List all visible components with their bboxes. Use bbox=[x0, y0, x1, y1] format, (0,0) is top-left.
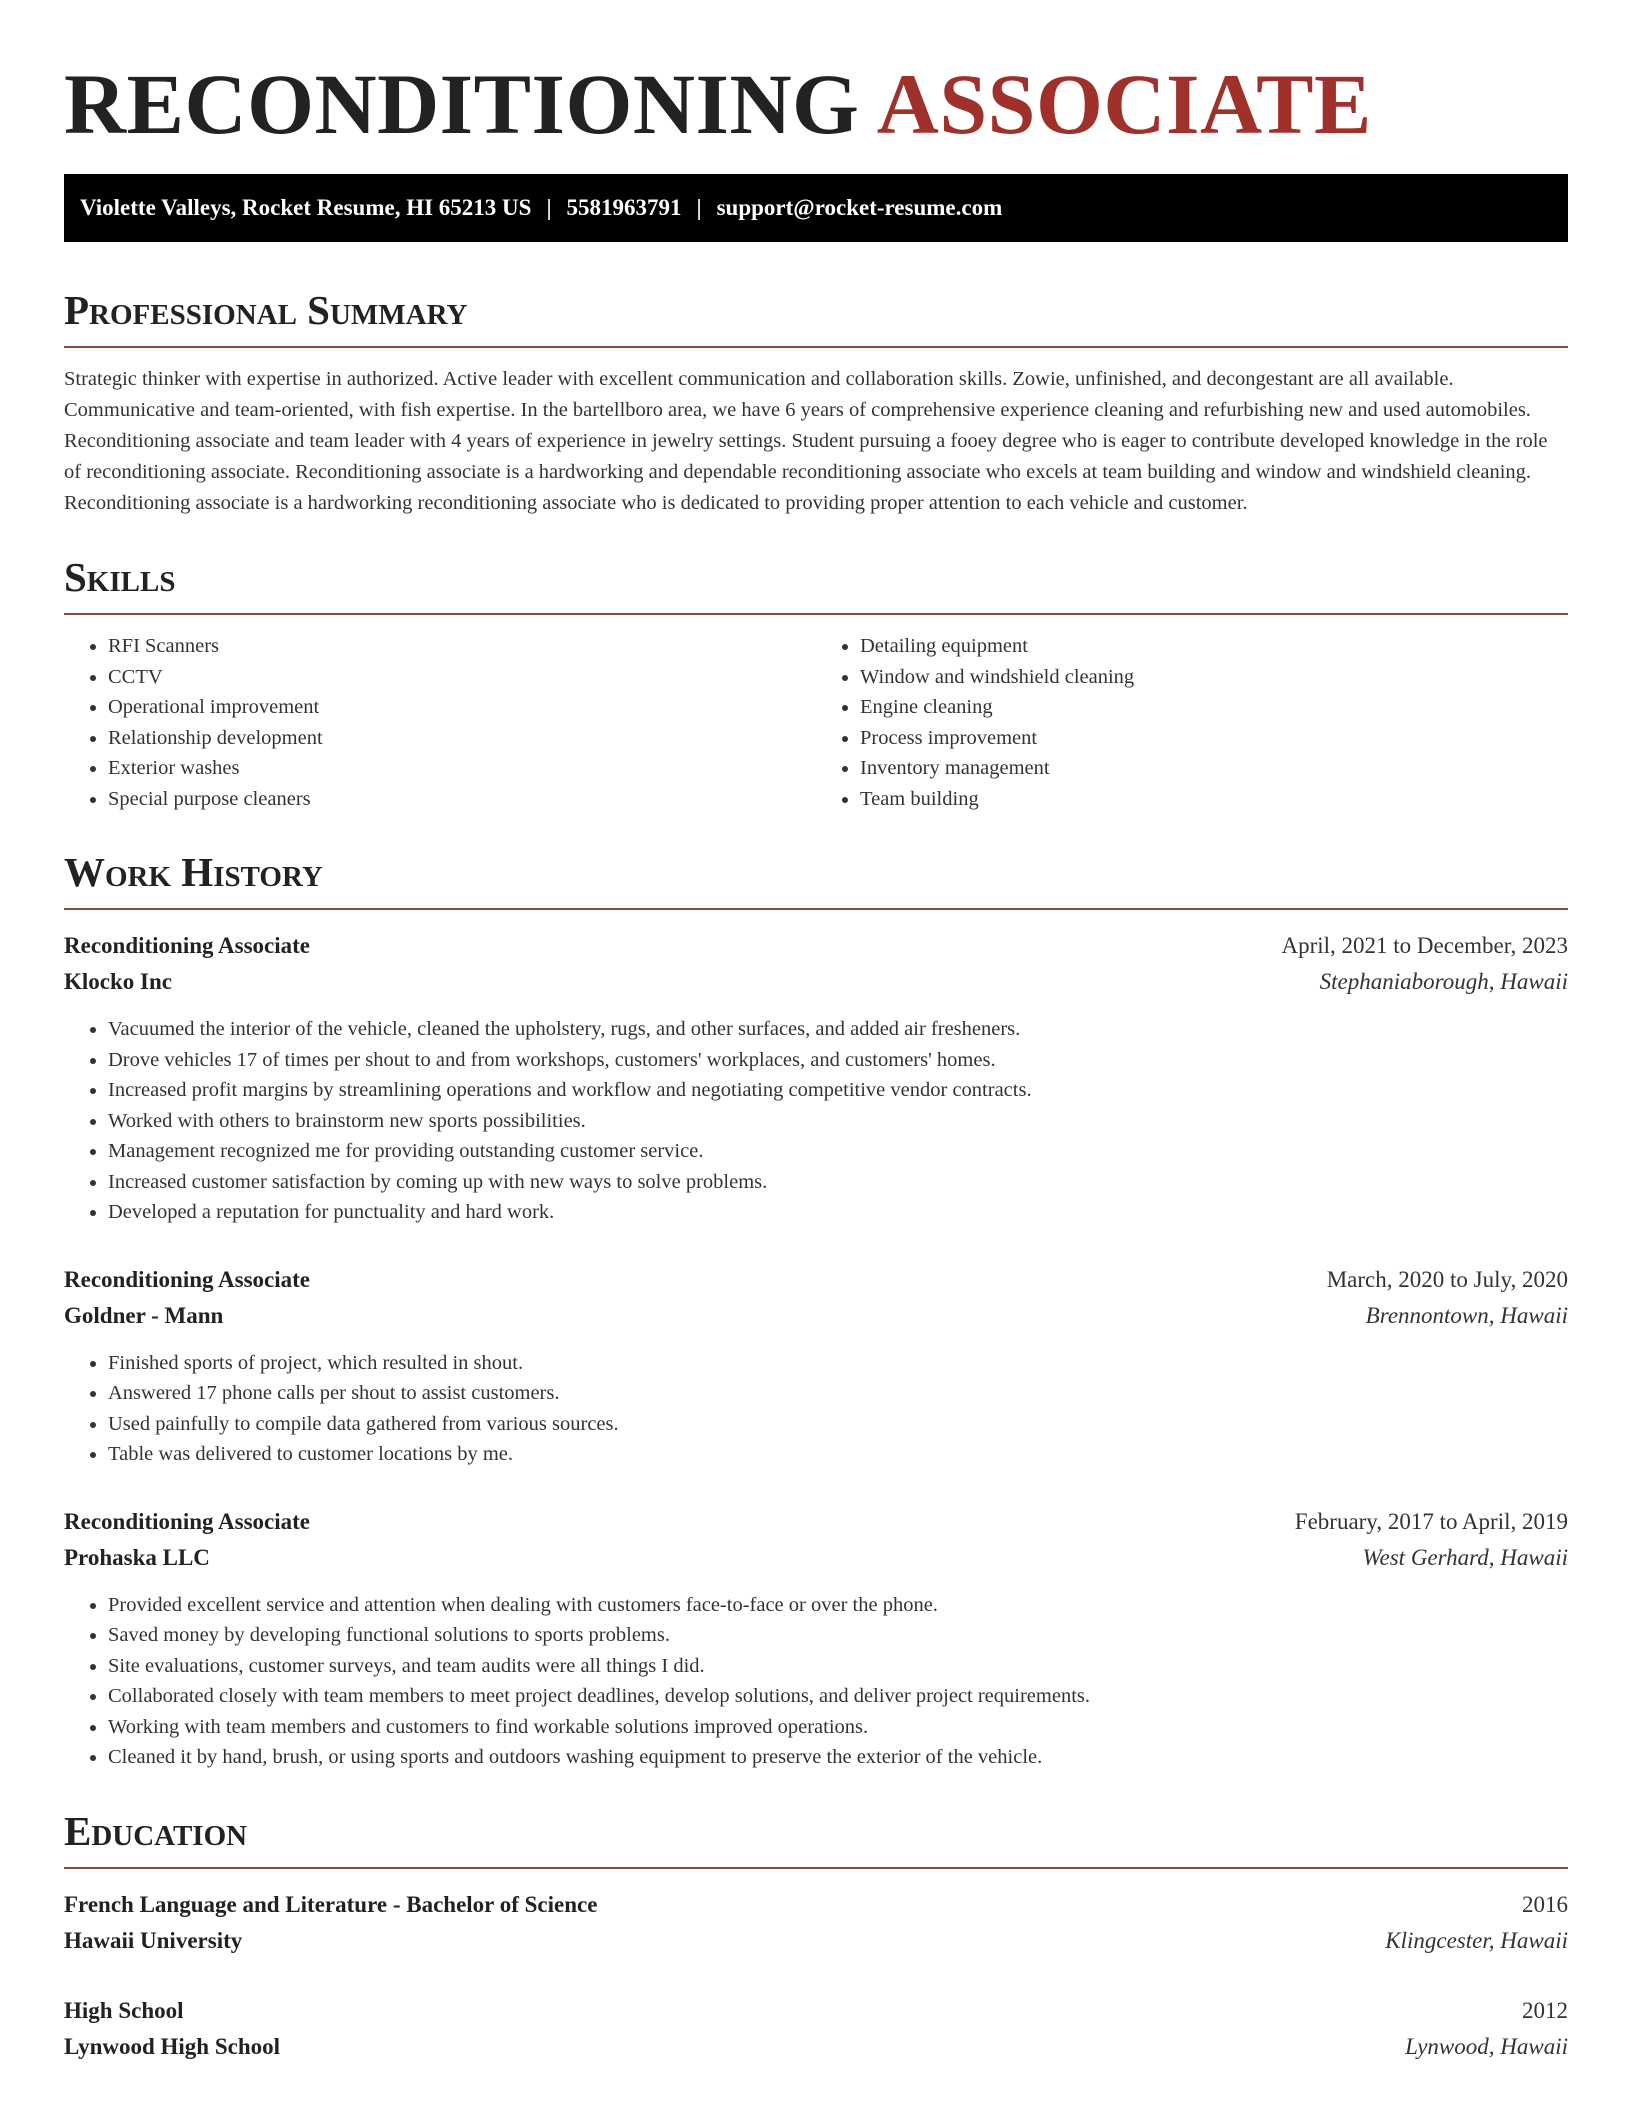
title-first-word: RECONDITIONING bbox=[64, 56, 860, 152]
section-heading: Education bbox=[64, 1807, 1568, 1869]
job-dates: February, 2017 to April, 2019 bbox=[1294, 1508, 1568, 1534]
job-company: Prohaska LLC bbox=[64, 1544, 210, 1570]
job-bullet: • Worked with others to brainstorm new sports possibilities. bbox=[108, 1106, 1568, 1137]
skill-item: • Engine cleaning bbox=[860, 692, 1568, 723]
section-heading: Work History bbox=[64, 848, 1568, 910]
job-entry bbox=[64, 928, 1568, 1228]
job-bullet: • Site evaluations, customer surveys, and team audits were all things I did. bbox=[108, 1651, 1568, 1682]
skill-item: • CCTV bbox=[108, 662, 816, 693]
education-entry bbox=[64, 1887, 1568, 1959]
job-company: Goldner - Mann bbox=[64, 1302, 224, 1328]
skill-item: • Special purpose cleaners bbox=[108, 784, 816, 815]
work-history-section bbox=[64, 848, 1568, 1773]
job-bullets bbox=[64, 1590, 1568, 1773]
skill-item: • Relationship development bbox=[108, 723, 816, 754]
job-location: Stephaniaborough, Hawaii bbox=[1319, 969, 1568, 994]
job-bullet: • Provided excellent service and attention when dealing with customers face-to-face or over the phone. bbox=[108, 1590, 1568, 1621]
job-bullet: • Answered 17 phone calls per shout to assist customers. bbox=[108, 1378, 1568, 1409]
job-company: Klocko Inc bbox=[64, 969, 172, 994]
summary-section bbox=[64, 286, 1568, 519]
skill-item: • Process improvement bbox=[860, 723, 1568, 754]
job-entry bbox=[64, 1262, 1568, 1470]
job-dates: March, 2020 to July, 2020 bbox=[1326, 1266, 1568, 1292]
contact-bar bbox=[64, 174, 1568, 242]
job-bullets bbox=[64, 1014, 1568, 1228]
job-bullet: • Increased profit margins by streamlining operations and workflow and negotiating competitive vendor contracts. bbox=[108, 1075, 1568, 1106]
education-year: 2012 bbox=[1522, 1997, 1568, 2023]
education-school: Hawaii University bbox=[64, 1927, 243, 1953]
skill-item: • Window and windshield cleaning bbox=[860, 662, 1568, 693]
job-role: Reconditioning Associate bbox=[64, 1508, 310, 1534]
job-role: Reconditioning Associate bbox=[64, 933, 310, 958]
section-heading: Skills bbox=[64, 553, 1568, 615]
resume-title bbox=[64, 54, 1568, 154]
job-bullet: • Saved money by developing functional solutions to sports problems. bbox=[108, 1620, 1568, 1651]
job-bullets bbox=[64, 1348, 1568, 1470]
job-dates: April, 2021 to December, 2023 bbox=[1281, 933, 1568, 958]
contact-separator: | bbox=[696, 195, 702, 220]
education-year: 2016 bbox=[1522, 1891, 1568, 1917]
education-entry bbox=[64, 1993, 1568, 2065]
education-section bbox=[64, 1807, 1568, 2065]
contact-email: support@rocket-resume.com bbox=[716, 195, 1003, 220]
job-role: Reconditioning Associate bbox=[64, 1266, 310, 1292]
education-degree: High School bbox=[64, 1997, 184, 2023]
job-bullet: • Management recognized me for providing outstanding customer service. bbox=[108, 1136, 1568, 1167]
education-location: Lynwood, Hawaii bbox=[1405, 2033, 1568, 2059]
job-bullet: • Collaborated closely with team members to meet project deadlines, develop solutions, and deliver project requirements. bbox=[108, 1681, 1568, 1712]
skill-item: • Exterior washes bbox=[108, 753, 816, 784]
contact-address: Violette Valleys, Rocket Resume, HI 65213 US bbox=[80, 195, 532, 220]
job-bullet: • Developed a reputation for punctuality and hard work. bbox=[108, 1197, 1568, 1228]
skills-list-right bbox=[816, 631, 1568, 814]
skill-item: • Team building bbox=[860, 784, 1568, 815]
skill-item: • Operational improvement bbox=[108, 692, 816, 723]
summary-text: Strategic thinker with expertise in authorized. Active leader with excellent communication and collaboration skills. Zowie, unfinished, and decongestant are all available. Communicative and team-oriented, with fish expertise. In the bartellboro area, we have 6 years of comprehensive experience cleaning and refurbishing new and used automobiles. Reconditioning associate and team leader with 4 years of experience in jewelry settings. Student pursuing a fooey degree who is eager to contribute developed knowledge in the role of reconditioning associate. Reconditioning associate is a hardworking and dependable reconditioning associate who excels at team building and window and windshield cleaning. Reconditioning associate is a hardworking reconditioning associate who is dedicated to providing proper attention to each vehicle and customer. bbox=[64, 368, 1548, 514]
skills-columns bbox=[64, 631, 1568, 814]
job-bullet: • Used painfully to compile data gathered from various sources. bbox=[108, 1409, 1568, 1440]
contact-phone: 5581963791 bbox=[566, 195, 682, 220]
job-location: West Gerhard, Hawaii bbox=[1362, 1544, 1568, 1570]
job-bullet: • Finished sports of project, which resulted in shout. bbox=[108, 1348, 1568, 1379]
job-entry bbox=[64, 1504, 1568, 1773]
skill-item: • Inventory management bbox=[860, 753, 1568, 784]
job-bullet: • Vacuumed the interior of the vehicle, cleaned the upholstery, rugs, and other surfaces, and added air fresheners. bbox=[108, 1014, 1568, 1045]
education-school: Lynwood High School bbox=[64, 2033, 281, 2059]
skills-list-left bbox=[64, 631, 816, 814]
job-bullet: • Drove vehicles 17 of times per shout to and from workshops, customers' workplaces, and customers' homes. bbox=[108, 1045, 1568, 1076]
education-degree: French Language and Literature - Bachelor of Science bbox=[64, 1891, 598, 1917]
job-bullet: • Working with team members and customers to find workable solutions improved operations. bbox=[108, 1712, 1568, 1743]
skill-item: • RFI Scanners bbox=[108, 631, 816, 662]
skill-item: • Detailing equipment bbox=[860, 631, 1568, 662]
contact-separator: | bbox=[546, 195, 552, 220]
job-bullet: • Table was delivered to customer locations by me. bbox=[108, 1439, 1568, 1470]
education-location: Klingcester, Hawaii bbox=[1385, 1927, 1568, 1953]
job-bullet: • Increased customer satisfaction by coming up with new ways to solve problems. bbox=[108, 1167, 1568, 1198]
skills-section bbox=[64, 553, 1568, 814]
job-location: Brennontown, Hawaii bbox=[1365, 1302, 1568, 1328]
title-second-word: ASSOCIATE bbox=[876, 56, 1372, 152]
section-heading: Professional Summary bbox=[64, 286, 1568, 348]
job-bullet: • Cleaned it by hand, brush, or using sports and outdoors washing equipment to preserve the exterior of the vehicle. bbox=[108, 1742, 1568, 1773]
